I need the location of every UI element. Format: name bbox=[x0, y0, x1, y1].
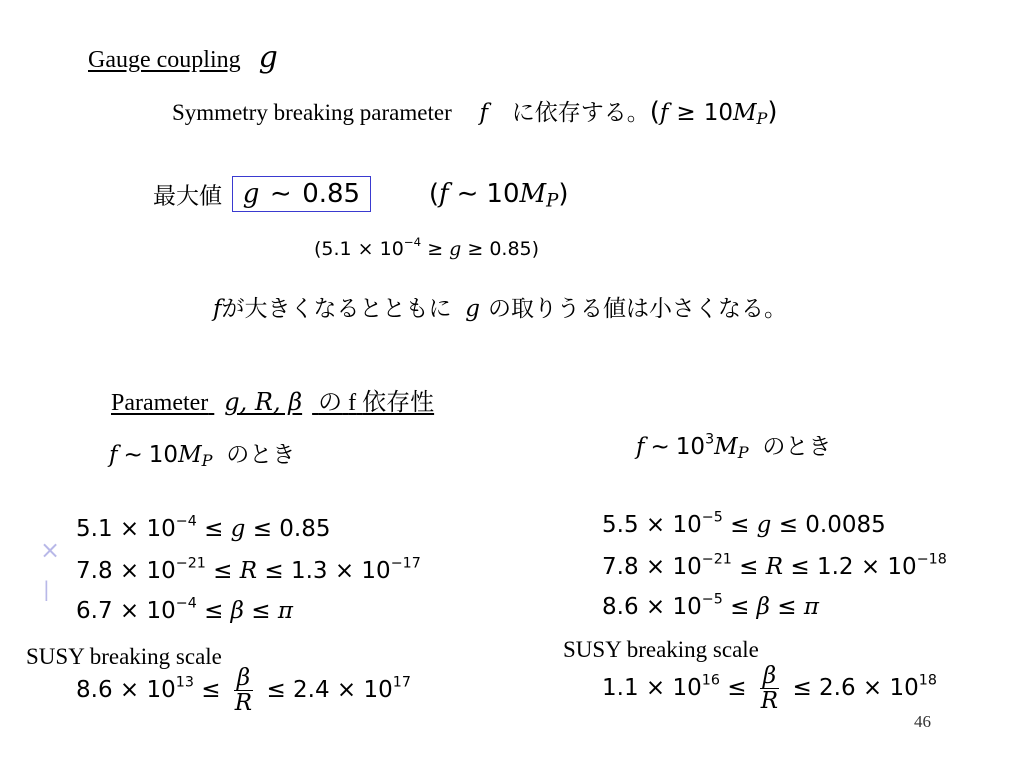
bar-icon: | bbox=[43, 577, 50, 601]
range-mid: ≥ bbox=[421, 238, 450, 260]
right-cond-exp: 3 bbox=[705, 431, 715, 448]
left-susy-label: SUSY breaking scale bbox=[26, 644, 222, 669]
max-value-box bbox=[232, 176, 371, 212]
left-b-rel1: ≤ bbox=[196, 598, 231, 624]
cross-icon: × bbox=[40, 536, 61, 564]
left-cond-M: M bbox=[178, 442, 202, 468]
left-s-high-exp: 17 bbox=[392, 674, 411, 691]
left-eq-g bbox=[76, 513, 331, 542]
max-cond-close: ) bbox=[558, 179, 569, 209]
dependency-paren-close: ) bbox=[767, 97, 778, 127]
range-exp: −4 bbox=[403, 235, 422, 250]
left-R-low: 7.8 × 10 bbox=[76, 558, 176, 584]
left-g-low-exp: −4 bbox=[175, 513, 197, 530]
left-cond-jp: のとき bbox=[226, 442, 296, 468]
left-eq-susy bbox=[76, 666, 411, 715]
dependency-paren-open: ( bbox=[649, 97, 660, 127]
left-condition bbox=[109, 436, 295, 469]
param-symbols: g, R, β bbox=[224, 388, 303, 416]
max-cond-M: M bbox=[519, 179, 547, 209]
right-g-rel1: ≤ bbox=[722, 512, 757, 538]
right-eq-R bbox=[602, 551, 947, 580]
note-f: f bbox=[213, 296, 222, 322]
gauge-symbol: g bbox=[258, 40, 278, 75]
left-cond-val: 10 bbox=[148, 442, 179, 468]
right-R-rel1: ≤ bbox=[731, 554, 766, 580]
left-s-low-exp: 13 bbox=[175, 674, 194, 691]
param-suffix-f: f bbox=[348, 390, 357, 416]
range-start: (5.1 × 10 bbox=[314, 238, 404, 260]
right-b-var: β bbox=[756, 594, 770, 620]
max-cond-open: ( bbox=[428, 179, 439, 209]
param-label: Parameter bbox=[111, 390, 209, 416]
right-eq-g bbox=[602, 509, 886, 538]
right-s-rel1: ≤ bbox=[727, 675, 747, 702]
right-eq-susy bbox=[602, 664, 937, 713]
note-text2: の取りうる値は小さくなる。 bbox=[488, 296, 787, 322]
dependency-f: f bbox=[659, 100, 669, 126]
dependency-rel: ≥ bbox=[676, 100, 696, 126]
right-cond-rel: ∼ bbox=[650, 434, 670, 460]
left-b-high: π bbox=[277, 598, 293, 624]
left-cond-sub: P bbox=[201, 451, 213, 471]
right-cond-val: 10 bbox=[675, 434, 706, 460]
gauge-title: Gauge coupling bbox=[88, 47, 241, 73]
right-s-high-exp: 18 bbox=[918, 672, 937, 689]
max-cond-sub: P bbox=[546, 190, 559, 212]
max-range bbox=[314, 235, 540, 260]
left-cond-f: f bbox=[109, 442, 118, 468]
right-b-low: 8.6 × 10 bbox=[602, 594, 702, 620]
left-s-fraction bbox=[232, 666, 255, 715]
left-s-num: β bbox=[234, 666, 253, 691]
left-s-rel2: ≤ 2.4 × 10 bbox=[266, 677, 393, 704]
left-g-var: g bbox=[230, 516, 246, 542]
right-g-low-exp: −5 bbox=[701, 509, 723, 526]
right-b-rel1: ≤ bbox=[722, 594, 757, 620]
dependency-val: 10 bbox=[703, 100, 733, 126]
left-b-low: 6.7 × 10 bbox=[76, 598, 176, 624]
dependency-line bbox=[172, 94, 778, 127]
right-condition bbox=[636, 428, 831, 461]
right-s-low-exp: 16 bbox=[701, 672, 720, 689]
dependency-sub: P bbox=[756, 109, 768, 129]
left-eq-R bbox=[76, 555, 421, 584]
right-susy-label: SUSY breaking scale bbox=[563, 637, 759, 662]
left-g-rel1: ≤ bbox=[196, 516, 231, 542]
left-s-den: R bbox=[234, 690, 253, 717]
right-R-high-exp: −18 bbox=[916, 551, 947, 568]
parameter-heading bbox=[111, 382, 434, 417]
right-b-high: π bbox=[803, 594, 819, 620]
left-R-var: R bbox=[239, 558, 258, 584]
left-R-rel2: ≤ 1.3 × 10 bbox=[257, 558, 391, 584]
left-b-rel2: ≤ bbox=[243, 598, 278, 624]
right-s-den: R bbox=[760, 688, 779, 715]
right-cond-sub: P bbox=[737, 443, 749, 463]
dependency-prefix: Symmetry breaking parameter bbox=[172, 100, 452, 125]
left-b-low-exp: −4 bbox=[175, 595, 197, 612]
note-g: g bbox=[465, 296, 480, 322]
right-g-var: g bbox=[756, 512, 772, 538]
right-g-rel2: ≤ 0.0085 bbox=[771, 512, 886, 538]
left-R-high-exp: −17 bbox=[390, 555, 421, 572]
left-s-rel1: ≤ bbox=[201, 677, 221, 704]
right-b-low-exp: −5 bbox=[701, 591, 723, 608]
max-value-line bbox=[153, 176, 569, 212]
right-R-var: R bbox=[765, 554, 784, 580]
right-b-rel2: ≤ bbox=[769, 594, 804, 620]
left-eq-beta bbox=[76, 595, 293, 624]
note-line bbox=[213, 290, 787, 323]
max-g: g bbox=[242, 179, 260, 209]
right-g-low: 5.5 × 10 bbox=[602, 512, 702, 538]
max-cond-val: 10 bbox=[486, 179, 520, 209]
param-suffix-jp2: 依存性 bbox=[362, 388, 435, 416]
heading-gauge-coupling bbox=[88, 40, 278, 75]
max-num: 0.85 bbox=[302, 179, 361, 209]
right-cond-M: M bbox=[714, 434, 738, 460]
max-label: 最大値 bbox=[153, 183, 222, 210]
slide-number: 46 bbox=[914, 712, 931, 731]
right-s-rel2: ≤ 2.6 × 10 bbox=[792, 675, 919, 702]
right-cond-jp: のとき bbox=[762, 434, 832, 460]
left-R-rel1: ≤ bbox=[205, 558, 240, 584]
right-R-rel2: ≤ 1.2 × 10 bbox=[783, 554, 917, 580]
right-eq-beta bbox=[602, 591, 819, 620]
left-b-var: β bbox=[230, 598, 244, 624]
max-cond-f: f bbox=[439, 179, 449, 209]
right-cond-f: f bbox=[636, 434, 645, 460]
note-text1: が大きくなるとともに bbox=[221, 296, 452, 322]
left-g-rel2: ≤ 0.85 bbox=[245, 516, 331, 542]
left-g-low: 5.1 × 10 bbox=[76, 516, 176, 542]
right-R-low: 7.8 × 10 bbox=[602, 554, 702, 580]
left-R-low-exp: −21 bbox=[175, 555, 206, 572]
left-s-low: 8.6 × 10 bbox=[76, 677, 176, 704]
right-R-low-exp: −21 bbox=[701, 551, 732, 568]
left-cond-rel: ∼ bbox=[123, 442, 143, 468]
right-s-num: β bbox=[760, 664, 779, 689]
right-s-low: 1.1 × 10 bbox=[602, 675, 702, 702]
param-suffix-jp1: の bbox=[318, 388, 343, 416]
dependency-var: f bbox=[479, 100, 488, 126]
right-s-fraction bbox=[758, 664, 781, 713]
dependency-M: M bbox=[732, 100, 757, 126]
max-cond-rel: ∼ bbox=[456, 179, 479, 209]
dependency-jp: に依存する。 bbox=[511, 100, 650, 126]
range-g: g bbox=[449, 238, 462, 260]
max-rel: ∼ bbox=[269, 179, 292, 209]
range-end: ≥ 0.85) bbox=[461, 238, 540, 260]
max-condition bbox=[428, 179, 569, 212]
